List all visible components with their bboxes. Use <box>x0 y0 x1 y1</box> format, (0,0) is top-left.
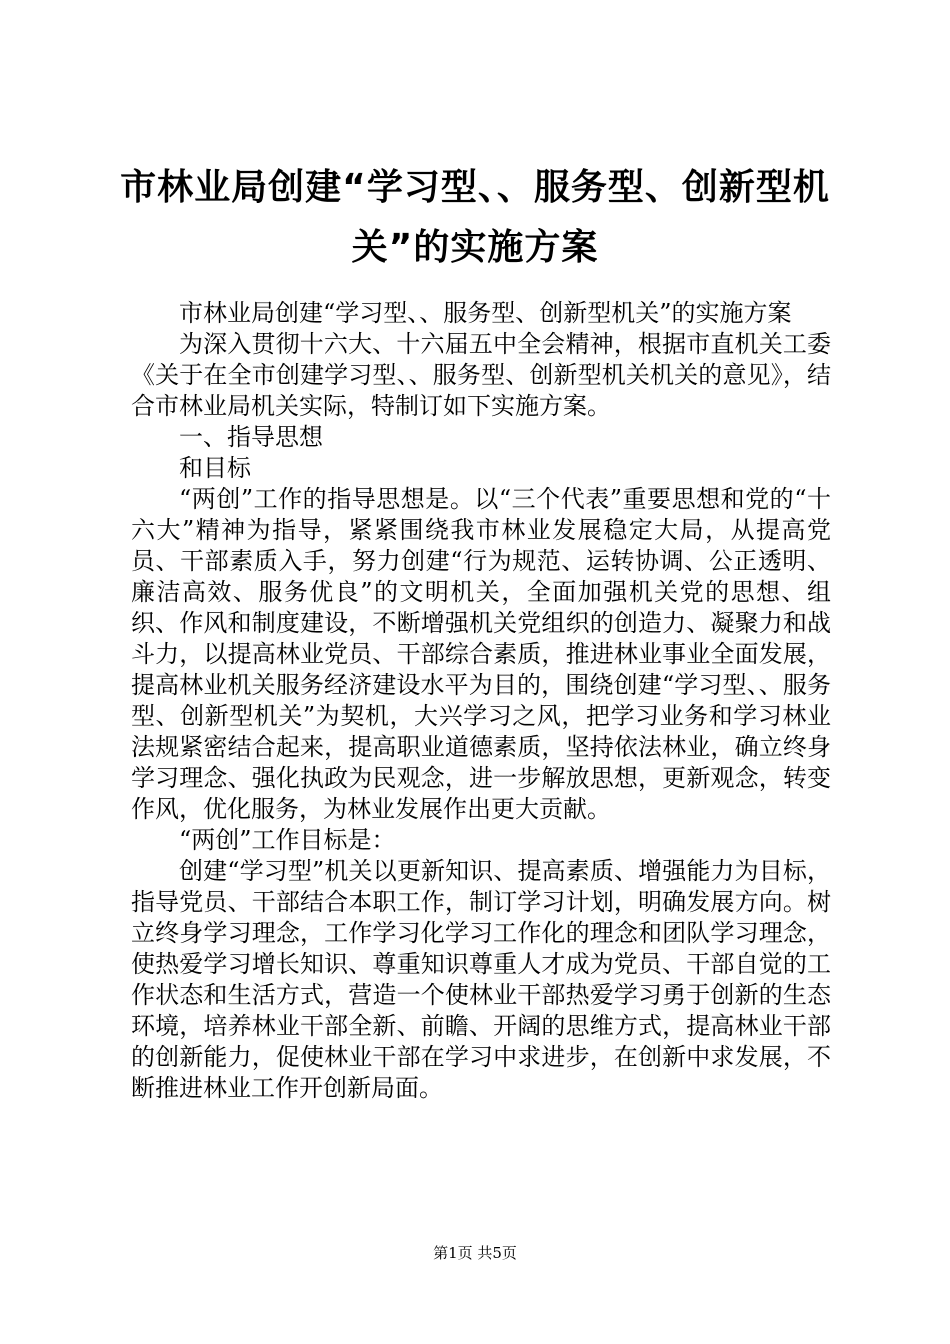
page-footer: 第1页 共5页 <box>433 1244 517 1262</box>
paragraph-goal-heading: “两创”工作目标是： <box>179 826 396 854</box>
section-heading-guiding-thought: 一、指导思想 <box>179 423 323 451</box>
document-title: 市林业局创建“学习型、、服务型、创新型机关”的实施方案 <box>120 167 830 268</box>
paragraph-intro: 为深入贯彻十六大、十六届五中全会精神，根据市直机关工委《关于在全市创建学习型、、服务型、创新型机关机关的意见》，结合市林业局机关实际，特制订如下实施方案。 <box>131 330 831 420</box>
document-body <box>131 298 831 1104</box>
paragraph-heading-repeat: 市林业局创建“学习型、、服务型、创新型机关”的实施方案 <box>179 299 792 327</box>
section-heading-continuation: 和目标 <box>179 454 251 482</box>
paragraph-learning-organization: 创建“学习型”机关以更新知识、提高素质、增强能力为目标，指导党员、干部结合本职工作，制订学习计划，明确发展方向。树立终身学习理念，工作学习化学习工作化的理念和团队学习理念，使热爱学习增长知识、尊重知识尊重人才成为党员、干部自觉的工作状态和生活方式，营造一个使林业干部热爱学习勇于创新的生态环境，培养林业干部全新、前瞻、开阔的思维方式，提高林业干部的创新能力，促使林业干部在学习中求进步，在创新中求发展，不断推进林业工作开创新局面。 <box>131 857 831 1102</box>
paragraph-guiding-thought: “两创”工作的指导思想是。以“三个代表”重要思想和党的“十六大”精神为指导，紧紧围绕我市林业发展稳定大局，从提高党员、干部素质入手，努力创建“行为规范、运转协调、公正透明、廉洁高效、服务优良”的文明机关，全面加强机关党的思想、组织、作风和制度建设，不断增强机关党组织的创造力、凝聚力和战斗力，以提高林业党员、干部综合素质，推进林业事业全面发展，提高林业机关服务经济建设水平为目的，围绕创建“学习型、、服务型、创新型机关”为契机，大兴学习之风，把学习业务和学习林业法规紧密结合起来，提高职业道德素质，坚持依法林业，确立终身学习理念、强化执政为民观念，进一步解放思想，更新观念，转变作风，优化服务，为林业发展作出更大贡献。 <box>131 485 831 823</box>
